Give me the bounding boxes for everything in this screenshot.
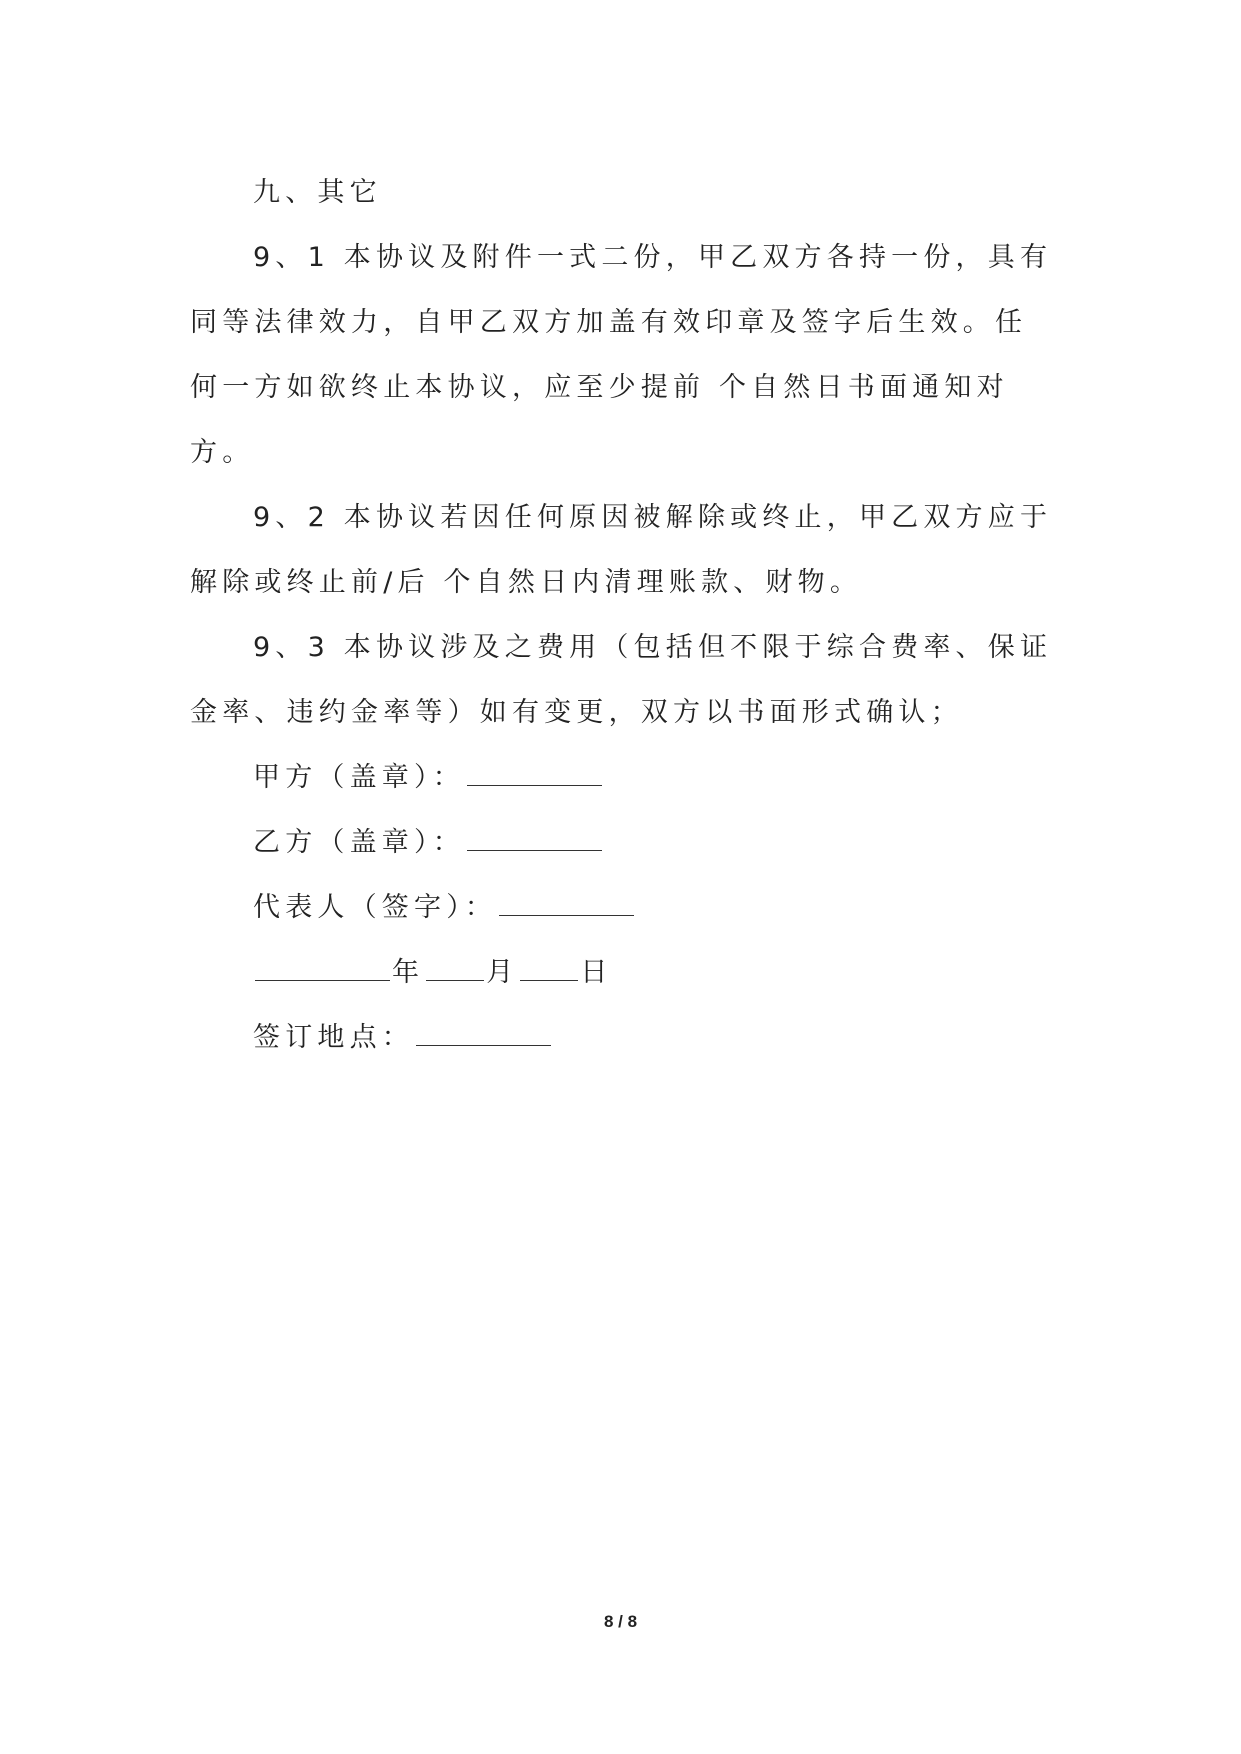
signing-place-label: 签订地点： bbox=[253, 1022, 414, 1053]
representative-blank bbox=[499, 893, 634, 916]
day-label: 日 bbox=[580, 957, 613, 988]
clause-9-2: 9、2 本协议若因任何原因被解除或终止，甲乙双方应于解除或终止前/后 个自然日内清理账款、财物。 bbox=[190, 502, 1053, 598]
month-label: 月 bbox=[486, 957, 519, 988]
party-b-blank bbox=[467, 828, 602, 851]
date-line bbox=[190, 940, 1055, 1005]
party-a-label: 甲方（盖章）： bbox=[253, 762, 465, 793]
representative-signature-line bbox=[190, 875, 1055, 940]
month-blank bbox=[426, 958, 484, 981]
party-b-label: 乙方（盖章）： bbox=[253, 827, 465, 858]
clause-9-3: 9、3 本协议涉及之费用（包括但不限于综合费率、保证金率、违约金率等）如有变更，双方以书面形式确认； bbox=[190, 632, 1053, 728]
year-blank bbox=[255, 958, 390, 981]
signing-place-blank bbox=[416, 1023, 551, 1046]
party-a-signature-line bbox=[190, 745, 1055, 810]
party-a-blank bbox=[467, 763, 602, 786]
year-label: 年 bbox=[392, 957, 425, 988]
day-blank bbox=[520, 958, 578, 981]
signing-place-line bbox=[190, 1005, 1055, 1070]
party-b-signature-line bbox=[190, 810, 1055, 875]
clause-9-1: 9、1 本协议及附件一式二份，甲乙双方各持一份，具有同等法律效力，自甲乙双方加盖有效印章及签字后生效。任何一方如欲终止本协议，应至少提前 个自然日书面通知对方。 bbox=[190, 242, 1053, 468]
section-heading: 九、其它 bbox=[253, 177, 382, 208]
page-number: 8 / 8 bbox=[603, 1612, 638, 1631]
document-body bbox=[190, 160, 1055, 1070]
representative-label: 代表人（签字）： bbox=[253, 892, 498, 923]
